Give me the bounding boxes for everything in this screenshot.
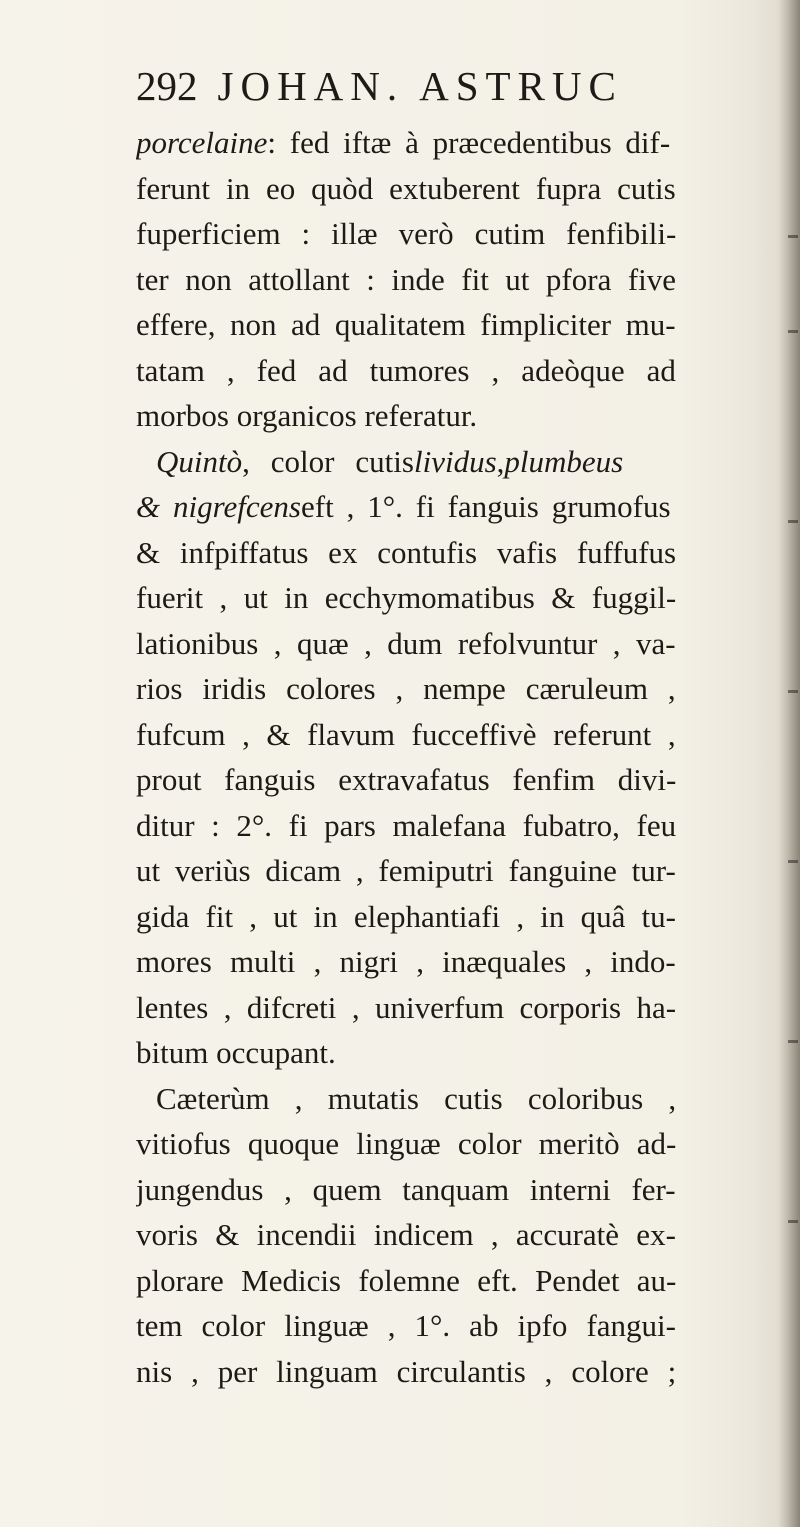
- running-head: [136, 62, 676, 118]
- body-text: [136, 120, 676, 1394]
- text-line: [136, 120, 676, 166]
- text-line: [136, 1076, 676, 1122]
- line-text: mores multi , nigri , inæquales , indo-: [136, 944, 676, 979]
- page-binding-edge: [778, 0, 800, 1527]
- running-title: JOHAN. ASTRUC: [217, 63, 623, 109]
- line-text: ter non attollant : inde fit ut pfora five: [136, 261, 676, 297]
- text-line: [136, 621, 676, 667]
- line-text: eft , 1°. fi fanguis grumofus: [300, 489, 671, 524]
- text-line: [136, 484, 676, 530]
- line-text: , color cutis: [242, 443, 414, 479]
- italic-word: plumbeus: [504, 443, 624, 479]
- text-line: [136, 530, 676, 576]
- italic-word: porcelaine: [136, 125, 268, 160]
- line-text: effere, non ad qualitatem fimpliciter mu-: [136, 307, 676, 342]
- text-line: [136, 211, 676, 257]
- line-text: nis , per linguam circulantis , colore ;: [136, 1353, 676, 1389]
- text-line: [136, 848, 676, 894]
- text-line: [136, 1212, 676, 1258]
- line-text: prout fanguis extravafatus fenfim divi-: [136, 762, 676, 797]
- line-text: voris & incendii indicem , accuratè ex-: [136, 1217, 676, 1252]
- line-text: lationibus , quæ , dum refolvuntur , va-: [136, 625, 676, 661]
- line-text: ,: [496, 443, 505, 479]
- text-line: [136, 393, 676, 439]
- text-line: [136, 257, 676, 303]
- text-line: [136, 666, 676, 712]
- text-line: [136, 1030, 676, 1076]
- edge-mark: [788, 1220, 798, 1223]
- line-text: tatam , fed ad tumores , adeòque ad: [136, 352, 676, 388]
- line-text: fufcum , & flavum fucceffivè referunt ,: [136, 716, 676, 752]
- line-text: plorare Medicis folemne eft. Pendet au-: [136, 1262, 676, 1298]
- line-text: : fed iftæ à præcedentibus dif-: [267, 125, 671, 160]
- text-line: [136, 348, 676, 394]
- text-line: [136, 712, 676, 758]
- text-line: [136, 1167, 676, 1213]
- text-line: [136, 894, 676, 940]
- edge-mark: [788, 235, 798, 238]
- text-line: [136, 803, 676, 849]
- text-line: [136, 575, 676, 621]
- line-text: Cæterùm , mutatis cutis coloribus ,: [156, 1080, 676, 1116]
- line-text: vitiofus quoque linguæ color meritò ad-: [136, 1126, 676, 1161]
- line-text: fuperficiem : illæ verò cutim fenfibili-: [136, 216, 676, 251]
- text-line: [136, 757, 676, 803]
- line-text: gida fit , ut in elephantiafi , in quâ tu-: [136, 898, 676, 934]
- edge-mark: [788, 690, 798, 693]
- edge-mark: [788, 330, 798, 333]
- line-text: fuerit , ut in ecchymomatibus & fuggil-: [136, 580, 676, 615]
- line-text: bitum occupant.: [136, 1035, 336, 1070]
- edge-mark: [788, 520, 798, 523]
- line-text: morbos organicos referatur.: [136, 398, 478, 433]
- text-line: [136, 1121, 676, 1167]
- italic-word: lividus: [413, 443, 497, 479]
- edge-mark: [788, 1040, 798, 1043]
- italic-word: & nigrefcens: [136, 489, 301, 524]
- text-line: [136, 1303, 676, 1349]
- text-line: [136, 302, 676, 348]
- line-text: ut veriùs dicam , femiputri fanguine tur-: [136, 853, 676, 888]
- text-line: [136, 1258, 676, 1304]
- text-line: [136, 439, 676, 485]
- line-text: jungendus , quem tanquam interni fer-: [136, 1171, 676, 1207]
- line-text: & infpiffatus ex contufis vafis fuffufus: [136, 534, 676, 570]
- page-number: 292: [136, 63, 198, 109]
- text-line: [136, 1349, 676, 1395]
- edge-mark: [788, 860, 798, 863]
- line-text: rios iridis colores , nempe cæruleum ,: [136, 671, 676, 706]
- line-text: tem color linguæ , 1°. ab ipfo fangui-: [136, 1308, 676, 1343]
- line-text: ferunt in eo quòd extuberent fupra cutis: [136, 170, 676, 206]
- text-line: [136, 166, 676, 212]
- text-line: [136, 985, 676, 1031]
- line-text: ditur : 2°. fi pars malefana fubatro, feu: [136, 807, 676, 843]
- line-text: lentes , difcreti , univerfum corporis ha-: [136, 989, 676, 1025]
- text-line: [136, 939, 676, 985]
- italic-word: Quintò: [156, 443, 243, 479]
